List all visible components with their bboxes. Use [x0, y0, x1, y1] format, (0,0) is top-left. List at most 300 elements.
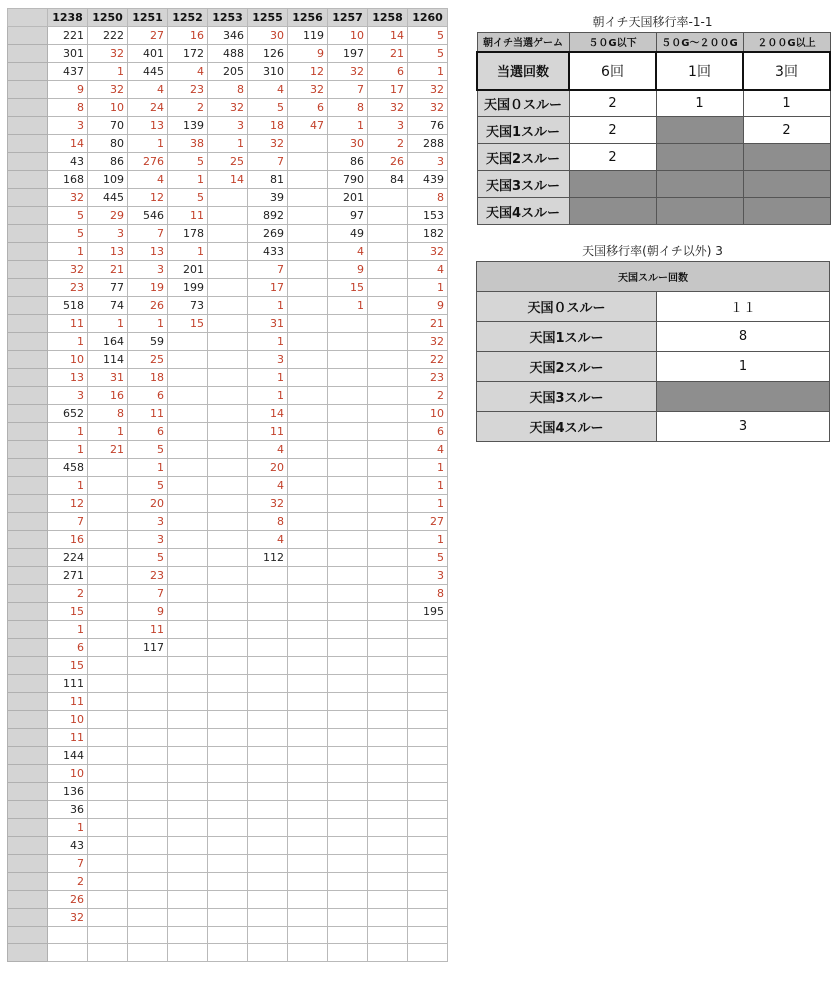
sheet-cell[interactable]: 25 [128, 351, 168, 369]
sheet-cell[interactable] [88, 693, 128, 711]
sheet-cell[interactable] [208, 855, 248, 873]
sheet-cell[interactable] [368, 315, 408, 333]
sheet-cell[interactable] [368, 243, 408, 261]
sheet-cell[interactable] [328, 801, 368, 819]
sheet-cell[interactable]: 4 [328, 243, 368, 261]
sheet-cell[interactable] [368, 927, 408, 944]
sheet-cell[interactable] [88, 927, 128, 944]
sheet-cell[interactable]: 5 [128, 477, 168, 495]
sheet-cell[interactable] [288, 207, 328, 225]
sheet-cell[interactable] [168, 765, 208, 783]
row-header[interactable] [8, 387, 48, 405]
sheet-cell[interactable] [288, 675, 328, 693]
sheet-cell[interactable]: 546 [128, 207, 168, 225]
spreadsheet-grid[interactable] [7, 8, 448, 962]
sheet-cell[interactable]: 74 [88, 297, 128, 315]
sheet-cell[interactable]: 271 [48, 567, 88, 585]
row-header[interactable] [8, 351, 48, 369]
sheet-cell[interactable] [368, 549, 408, 567]
sheet-cell[interactable] [208, 459, 248, 477]
sheet-cell[interactable] [288, 153, 328, 171]
sheet-cell[interactable] [328, 909, 368, 927]
sheet-cell[interactable]: 8 [88, 405, 128, 423]
sheet-cell[interactable] [288, 297, 328, 315]
sheet-cell[interactable]: 5 [408, 45, 448, 63]
sheet-cell[interactable] [168, 927, 208, 944]
sheet-cell[interactable] [288, 873, 328, 891]
sheet-cell[interactable] [168, 333, 208, 351]
sheet-cell[interactable]: 1 [128, 135, 168, 153]
sheet-cell[interactable] [168, 387, 208, 405]
sheet-cell[interactable] [368, 675, 408, 693]
sheet-cell[interactable] [248, 585, 288, 603]
row-header[interactable] [8, 693, 48, 711]
sheet-cell[interactable] [368, 711, 408, 729]
sheet-cell[interactable]: 9 [288, 45, 328, 63]
sheet-cell[interactable] [88, 944, 128, 961]
sheet-cell[interactable] [168, 657, 208, 675]
sheet-cell[interactable] [208, 585, 248, 603]
sheet-cell[interactable] [288, 909, 328, 927]
sheet-cell[interactable]: 3 [208, 117, 248, 135]
sheet-cell[interactable]: 201 [328, 189, 368, 207]
sheet-cell[interactable] [208, 909, 248, 927]
sheet-cell[interactable] [368, 765, 408, 783]
sheet-cell[interactable] [408, 783, 448, 801]
sheet-cell[interactable] [288, 441, 328, 459]
sheet-cell[interactable] [208, 477, 248, 495]
sheet-cell[interactable] [328, 423, 368, 441]
sheet-cell[interactable] [368, 783, 408, 801]
sheet-cell[interactable] [328, 387, 368, 405]
sheet-cell[interactable] [288, 944, 328, 961]
column-header[interactable]: 1253 [208, 9, 248, 27]
sheet-cell[interactable] [88, 837, 128, 855]
sheet-cell[interactable] [168, 837, 208, 855]
sheet-cell[interactable]: 59 [128, 333, 168, 351]
sheet-cell[interactable] [88, 585, 128, 603]
row-header[interactable] [8, 279, 48, 297]
sheet-cell[interactable]: 112 [248, 549, 288, 567]
sheet-cell[interactable] [248, 675, 288, 693]
sheet-cell[interactable] [128, 927, 168, 944]
sheet-cell[interactable] [88, 747, 128, 765]
sheet-cell[interactable]: 9 [128, 603, 168, 621]
row-header[interactable] [8, 855, 48, 873]
sheet-cell[interactable] [88, 603, 128, 621]
sheet-cell[interactable]: 1 [408, 477, 448, 495]
sheet-cell[interactable]: 1 [408, 459, 448, 477]
sheet-cell[interactable]: 109 [88, 171, 128, 189]
sheet-cell[interactable] [328, 333, 368, 351]
sheet-cell[interactable]: 153 [408, 207, 448, 225]
sheet-cell[interactable] [128, 891, 168, 909]
sheet-cell[interactable] [248, 603, 288, 621]
sheet-cell[interactable] [288, 459, 328, 477]
sheet-cell[interactable]: 11 [48, 693, 88, 711]
sheet-cell[interactable]: 139 [168, 117, 208, 135]
sheet-cell[interactable]: 24 [128, 99, 168, 117]
sheet-cell[interactable] [248, 801, 288, 819]
sheet-cell[interactable]: 652 [48, 405, 88, 423]
sheet-cell[interactable] [328, 747, 368, 765]
sheet-cell[interactable] [328, 819, 368, 837]
sheet-cell[interactable] [328, 369, 368, 387]
sheet-cell[interactable] [328, 495, 368, 513]
sheet-cell[interactable]: 29 [88, 207, 128, 225]
sheet-cell[interactable] [288, 549, 328, 567]
sheet-cell[interactable]: 111 [48, 675, 88, 693]
sheet-cell[interactable]: 47 [288, 117, 328, 135]
sheet-cell[interactable] [288, 621, 328, 639]
row-header[interactable] [8, 747, 48, 765]
sheet-cell[interactable]: 1 [128, 459, 168, 477]
sheet-cell[interactable]: 32 [88, 81, 128, 99]
sheet-cell[interactable]: 4 [128, 81, 168, 99]
sheet-cell[interactable] [88, 819, 128, 837]
sheet-cell[interactable] [368, 729, 408, 747]
row-header[interactable] [8, 333, 48, 351]
sheet-cell[interactable] [248, 855, 288, 873]
sheet-cell[interactable] [328, 405, 368, 423]
sheet-cell[interactable]: 1 [88, 423, 128, 441]
sheet-cell[interactable]: 5 [128, 549, 168, 567]
sheet-cell[interactable]: 30 [328, 135, 368, 153]
sheet-cell[interactable]: 23 [48, 279, 88, 297]
sheet-cell[interactable]: 205 [208, 63, 248, 81]
sheet-cell[interactable]: 10 [48, 765, 88, 783]
sheet-cell[interactable]: 12 [128, 189, 168, 207]
sheet-cell[interactable] [208, 351, 248, 369]
sheet-cell[interactable] [248, 783, 288, 801]
sheet-cell[interactable] [288, 333, 328, 351]
row-header[interactable] [8, 873, 48, 891]
column-header[interactable]: 1255 [248, 9, 288, 27]
sheet-cell[interactable]: 10 [408, 405, 448, 423]
row-header[interactable] [8, 657, 48, 675]
sheet-cell[interactable] [288, 891, 328, 909]
sheet-cell[interactable] [248, 944, 288, 961]
sheet-cell[interactable] [368, 567, 408, 585]
row-header[interactable] [8, 765, 48, 783]
sheet-cell[interactable] [168, 639, 208, 657]
sheet-cell[interactable]: 7 [248, 153, 288, 171]
sheet-cell[interactable]: 20 [128, 495, 168, 513]
sheet-cell[interactable] [328, 513, 368, 531]
sheet-cell[interactable] [208, 693, 248, 711]
sheet-cell[interactable] [408, 801, 448, 819]
sheet-cell[interactable]: 117 [128, 639, 168, 657]
sheet-cell[interactable]: 13 [128, 243, 168, 261]
sheet-cell[interactable] [168, 603, 208, 621]
sheet-cell[interactable] [328, 729, 368, 747]
sheet-cell[interactable] [208, 837, 248, 855]
sheet-cell[interactable] [288, 639, 328, 657]
sheet-cell[interactable] [368, 405, 408, 423]
row-header[interactable] [8, 369, 48, 387]
sheet-cell[interactable] [328, 315, 368, 333]
sheet-cell[interactable] [288, 477, 328, 495]
sheet-cell[interactable]: 11 [48, 729, 88, 747]
sheet-cell[interactable]: 26 [48, 891, 88, 909]
sheet-cell[interactable] [248, 837, 288, 855]
sheet-cell[interactable]: 32 [48, 189, 88, 207]
sheet-cell[interactable]: 17 [368, 81, 408, 99]
sheet-cell[interactable] [288, 783, 328, 801]
sheet-cell[interactable]: 401 [128, 45, 168, 63]
sheet-cell[interactable]: 5 [48, 207, 88, 225]
sheet-cell[interactable]: 164 [88, 333, 128, 351]
sheet-cell[interactable]: 1 [88, 63, 128, 81]
sheet-cell[interactable]: 23 [128, 567, 168, 585]
sheet-cell[interactable]: 21 [88, 441, 128, 459]
sheet-cell[interactable] [248, 621, 288, 639]
sheet-cell[interactable]: 172 [168, 45, 208, 63]
sheet-cell[interactable]: 23 [408, 369, 448, 387]
sheet-cell[interactable]: 5 [48, 225, 88, 243]
sheet-cell[interactable] [368, 747, 408, 765]
sheet-cell[interactable] [168, 711, 208, 729]
sheet-cell[interactable] [368, 621, 408, 639]
sheet-cell[interactable] [288, 189, 328, 207]
sheet-cell[interactable] [328, 944, 368, 961]
sheet-cell[interactable] [368, 819, 408, 837]
row-header[interactable] [8, 639, 48, 657]
sheet-cell[interactable]: 5 [408, 27, 448, 45]
sheet-cell[interactable]: 269 [248, 225, 288, 243]
sheet-cell[interactable] [168, 405, 208, 423]
sheet-cell[interactable] [288, 585, 328, 603]
row-header[interactable] [8, 423, 48, 441]
sheet-cell[interactable] [168, 531, 208, 549]
sheet-cell[interactable] [288, 603, 328, 621]
sheet-cell[interactable] [88, 531, 128, 549]
row-header[interactable] [8, 27, 48, 45]
sheet-cell[interactable] [328, 855, 368, 873]
sheet-cell[interactable] [248, 711, 288, 729]
sheet-cell[interactable] [328, 837, 368, 855]
row-header[interactable] [8, 909, 48, 927]
sheet-cell[interactable]: 8 [48, 99, 88, 117]
sheet-cell[interactable]: 8 [248, 513, 288, 531]
sheet-cell[interactable]: 7 [48, 855, 88, 873]
sheet-cell[interactable] [128, 909, 168, 927]
sheet-cell[interactable]: 86 [328, 153, 368, 171]
sheet-cell[interactable]: 892 [248, 207, 288, 225]
sheet-cell[interactable]: 1 [48, 423, 88, 441]
sheet-cell[interactable]: 17 [248, 279, 288, 297]
sheet-cell[interactable] [128, 675, 168, 693]
sheet-cell[interactable] [288, 801, 328, 819]
row-header[interactable] [8, 819, 48, 837]
sheet-cell[interactable] [88, 909, 128, 927]
sheet-cell[interactable] [88, 783, 128, 801]
sheet-cell[interactable] [208, 279, 248, 297]
sheet-cell[interactable]: 26 [128, 297, 168, 315]
sheet-cell[interactable] [88, 621, 128, 639]
sheet-cell[interactable]: 3 [128, 261, 168, 279]
sheet-cell[interactable]: 15 [48, 603, 88, 621]
sheet-cell[interactable] [208, 369, 248, 387]
sheet-cell[interactable] [48, 927, 88, 944]
sheet-cell[interactable] [368, 891, 408, 909]
sheet-cell[interactable]: 8 [208, 81, 248, 99]
sheet-cell[interactable]: 346 [208, 27, 248, 45]
sheet-cell[interactable]: 19 [128, 279, 168, 297]
sheet-cell[interactable]: 10 [48, 711, 88, 729]
sheet-cell[interactable] [288, 657, 328, 675]
sheet-cell[interactable] [88, 495, 128, 513]
sheet-cell[interactable] [168, 891, 208, 909]
sheet-cell[interactable] [288, 387, 328, 405]
sheet-cell[interactable] [208, 729, 248, 747]
sheet-cell[interactable] [328, 459, 368, 477]
sheet-cell[interactable]: 5 [248, 99, 288, 117]
sheet-cell[interactable]: 6 [408, 423, 448, 441]
sheet-cell[interactable] [368, 639, 408, 657]
sheet-cell[interactable] [128, 711, 168, 729]
sheet-cell[interactable] [208, 944, 248, 961]
sheet-cell[interactable] [168, 621, 208, 639]
sheet-cell[interactable] [328, 693, 368, 711]
sheet-cell[interactable] [168, 513, 208, 531]
sheet-cell[interactable] [88, 657, 128, 675]
sheet-cell[interactable]: 4 [128, 171, 168, 189]
sheet-cell[interactable]: 6 [48, 639, 88, 657]
row-header[interactable] [8, 189, 48, 207]
sheet-cell[interactable]: 23 [168, 81, 208, 99]
sheet-cell[interactable]: 5 [168, 153, 208, 171]
sheet-cell[interactable] [288, 747, 328, 765]
sheet-cell[interactable]: 4 [408, 261, 448, 279]
sheet-cell[interactable] [368, 909, 408, 927]
sheet-cell[interactable] [208, 783, 248, 801]
sheet-cell[interactable]: 20 [248, 459, 288, 477]
sheet-cell[interactable]: 114 [88, 351, 128, 369]
sheet-cell[interactable]: 32 [408, 333, 448, 351]
sheet-cell[interactable]: 32 [248, 495, 288, 513]
row-header[interactable] [8, 477, 48, 495]
sheet-cell[interactable]: 13 [128, 117, 168, 135]
sheet-cell[interactable]: 6 [128, 423, 168, 441]
sheet-cell[interactable]: 1 [48, 621, 88, 639]
sheet-cell[interactable]: 32 [408, 243, 448, 261]
row-header[interactable] [8, 801, 48, 819]
sheet-cell[interactable] [288, 405, 328, 423]
sheet-cell[interactable]: 437 [48, 63, 88, 81]
sheet-cell[interactable]: 32 [328, 63, 368, 81]
sheet-cell[interactable] [208, 387, 248, 405]
sheet-cell[interactable] [328, 477, 368, 495]
sheet-cell[interactable]: 7 [128, 585, 168, 603]
sheet-cell[interactable] [328, 765, 368, 783]
sheet-cell[interactable] [208, 261, 248, 279]
sheet-cell[interactable]: 1 [48, 243, 88, 261]
sheet-cell[interactable]: 136 [48, 783, 88, 801]
sheet-cell[interactable] [288, 261, 328, 279]
sheet-cell[interactable] [168, 351, 208, 369]
sheet-cell[interactable] [168, 783, 208, 801]
sheet-cell[interactable] [168, 747, 208, 765]
sheet-cell[interactable] [88, 801, 128, 819]
sheet-cell[interactable]: 6 [128, 387, 168, 405]
sheet-cell[interactable] [128, 819, 168, 837]
sheet-cell[interactable]: 5 [168, 189, 208, 207]
sheet-cell[interactable]: 3 [408, 567, 448, 585]
sheet-cell[interactable] [208, 495, 248, 513]
sheet-cell[interactable] [288, 837, 328, 855]
row-header[interactable] [8, 261, 48, 279]
sheet-cell[interactable] [168, 675, 208, 693]
sheet-cell[interactable] [208, 333, 248, 351]
sheet-cell[interactable] [288, 315, 328, 333]
sheet-cell[interactable]: 144 [48, 747, 88, 765]
sheet-cell[interactable]: 2 [408, 387, 448, 405]
sheet-cell[interactable] [208, 567, 248, 585]
sheet-cell[interactable] [248, 693, 288, 711]
sheet-cell[interactable] [208, 513, 248, 531]
sheet-cell[interactable] [288, 927, 328, 944]
sheet-cell[interactable] [408, 909, 448, 927]
sheet-cell[interactable] [328, 441, 368, 459]
row-header[interactable] [8, 99, 48, 117]
sheet-cell[interactable]: 126 [248, 45, 288, 63]
row-header[interactable] [8, 531, 48, 549]
sheet-cell[interactable]: 6 [368, 63, 408, 81]
sheet-cell[interactable]: 1 [48, 819, 88, 837]
sheet-cell[interactable] [88, 873, 128, 891]
sheet-cell[interactable] [208, 621, 248, 639]
sheet-cell[interactable]: 10 [328, 27, 368, 45]
sheet-cell[interactable] [368, 693, 408, 711]
sheet-cell[interactable] [128, 837, 168, 855]
sheet-cell[interactable] [128, 657, 168, 675]
sheet-cell[interactable]: 86 [88, 153, 128, 171]
sheet-cell[interactable]: 445 [88, 189, 128, 207]
sheet-cell[interactable]: 201 [168, 261, 208, 279]
sheet-cell[interactable]: 1 [408, 279, 448, 297]
row-header[interactable] [8, 711, 48, 729]
sheet-cell[interactable] [368, 225, 408, 243]
sheet-cell[interactable] [408, 837, 448, 855]
sheet-cell[interactable] [208, 243, 248, 261]
sheet-cell[interactable] [168, 477, 208, 495]
sheet-cell[interactable] [408, 891, 448, 909]
sheet-cell[interactable]: 39 [248, 189, 288, 207]
sheet-cell[interactable]: 27 [128, 27, 168, 45]
sheet-cell[interactable]: 3 [408, 153, 448, 171]
row-header[interactable] [8, 891, 48, 909]
sheet-cell[interactable]: 12 [48, 495, 88, 513]
sheet-cell[interactable]: 4 [248, 81, 288, 99]
sheet-cell[interactable] [288, 531, 328, 549]
sheet-cell[interactable]: 288 [408, 135, 448, 153]
sheet-cell[interactable]: 2 [48, 585, 88, 603]
sheet-cell[interactable]: 13 [48, 369, 88, 387]
sheet-cell[interactable]: 15 [328, 279, 368, 297]
sheet-cell[interactable] [128, 783, 168, 801]
sheet-cell[interactable] [408, 693, 448, 711]
sheet-cell[interactable] [248, 909, 288, 927]
sheet-cell[interactable] [208, 423, 248, 441]
sheet-cell[interactable]: 16 [48, 531, 88, 549]
sheet-cell[interactable]: 4 [248, 477, 288, 495]
sheet-cell[interactable] [168, 423, 208, 441]
sheet-cell[interactable]: 4 [248, 531, 288, 549]
sheet-cell[interactable]: 18 [248, 117, 288, 135]
sheet-cell[interactable]: 97 [328, 207, 368, 225]
sheet-cell[interactable] [168, 801, 208, 819]
